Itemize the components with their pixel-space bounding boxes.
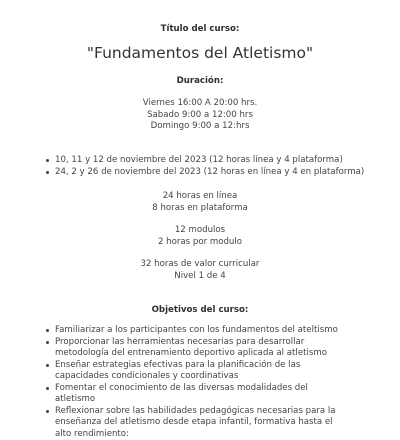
course-title: "Fundamentos del Atletismo" xyxy=(0,44,400,62)
schedule-line: Sabado 9:00 a 12:00 hrs xyxy=(0,110,400,122)
hours-line: 24 horas en línea xyxy=(0,191,400,203)
objectives-list xyxy=(0,325,345,440)
modules-line: 12 modulos xyxy=(0,225,400,237)
modules-block xyxy=(0,225,400,248)
schedule-line: Domingo 9:00 a 12:hrs xyxy=(0,121,400,133)
objective-item: Reflexionar sobre las habilidades pedagógicas necesarias para la enseñanza del atletismo desde etapa infantil, formativa hasta el alto rendimiento: xyxy=(55,406,345,440)
objective-item: Proporcionar las herramientas necesarias para desarrollar metodología del entrenamiento deportivo aplicada al atletismo xyxy=(55,337,345,360)
objective-item: Familiarizar a los participantes con los fundamentos del ateltismo xyxy=(55,325,345,337)
objectives-label: Objetivos del curso: xyxy=(0,305,400,317)
date-item: 24, 2 y 26 de noviembre del 2023 (12 horas en línea y 4 en plataforma) xyxy=(55,167,375,179)
curricular-line: Nivel 1 de 4 xyxy=(0,271,400,283)
duration-label: Duración: xyxy=(0,76,400,88)
dates-list xyxy=(0,155,375,178)
curricular-block xyxy=(0,259,400,282)
course-label: Título del curso: xyxy=(0,24,400,36)
modules-line: 2 horas por modulo xyxy=(0,237,400,249)
curricular-line: 32 horas de valor curricular xyxy=(0,259,400,271)
objective-item: Enseñar estrategias efectivas para la planificación de las capacidades condicionales y coordinativas xyxy=(55,360,345,383)
hours-block xyxy=(0,191,400,214)
date-item: 10, 11 y 12 de noviembre del 2023 (12 horas línea y 4 plataforma) xyxy=(55,155,375,167)
objective-item: Fomentar el conocimiento de las diversas modalidades del atletismo xyxy=(55,383,345,406)
schedule-block xyxy=(0,98,400,133)
schedule-line: Viernes 16:00 A 20:00 hrs. xyxy=(0,98,400,110)
hours-line: 8 horas en plataforma xyxy=(0,203,400,215)
